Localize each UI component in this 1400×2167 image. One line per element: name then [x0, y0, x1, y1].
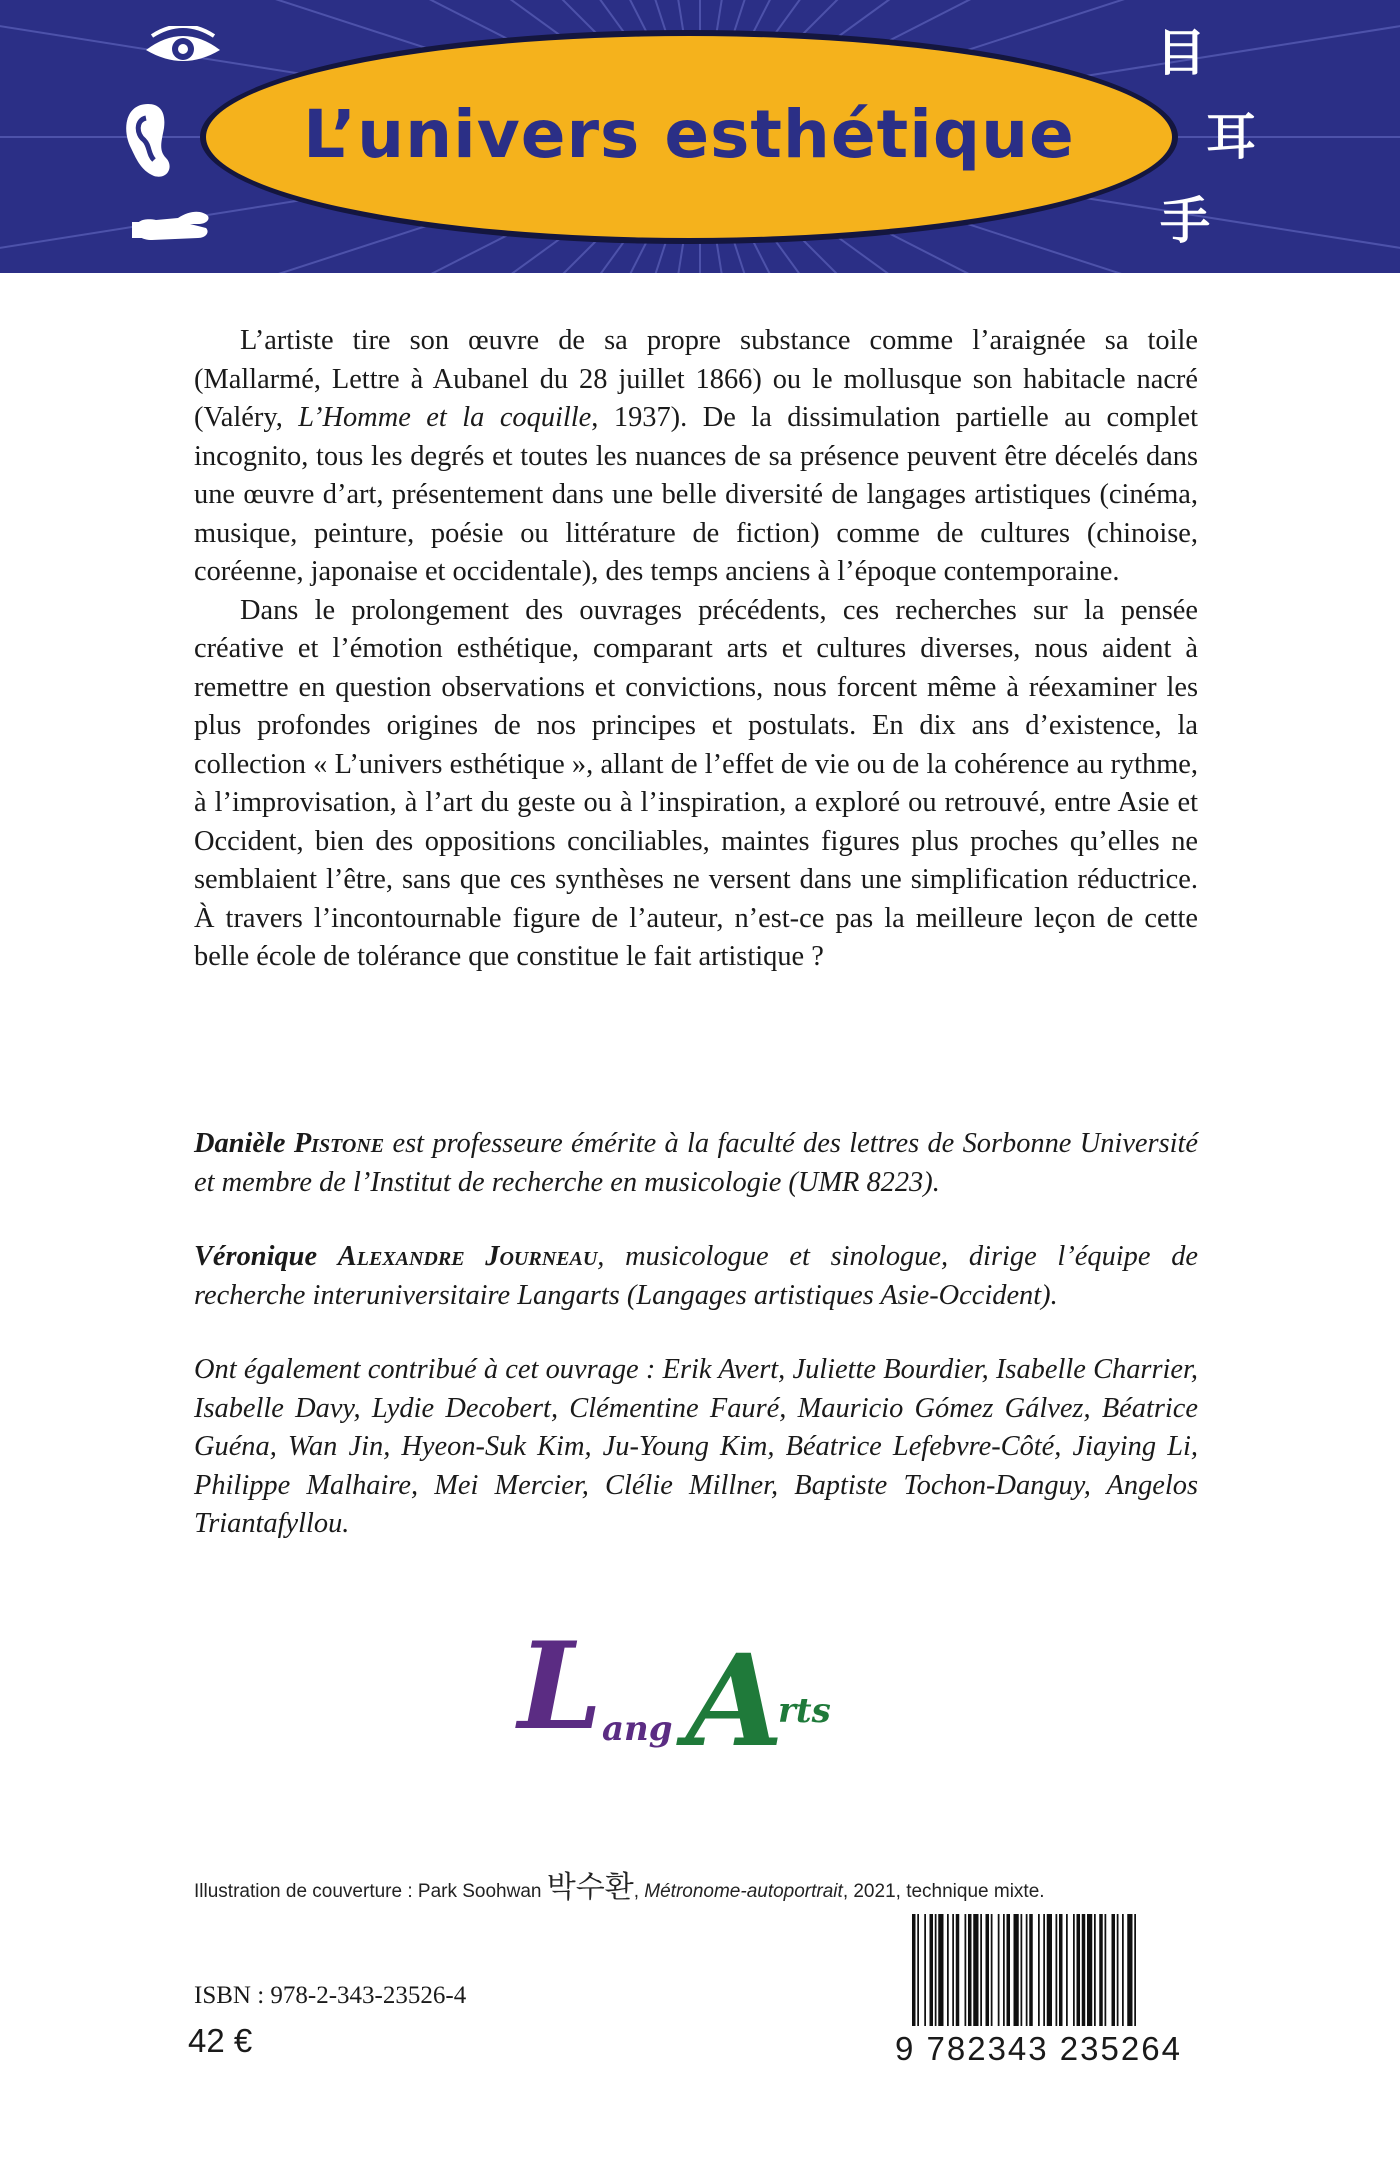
author2-last-name: Alexandre Journeau	[337, 1241, 598, 1272]
credit-prefix: Illustration de couverture : Park Soohwan	[194, 1881, 547, 1902]
barcode-bar	[1087, 1914, 1092, 2026]
barcode-bar	[956, 1914, 960, 2026]
logo-letter-a: A	[686, 1627, 784, 1760]
isbn: ISBN : 978-2-343-23526-4	[194, 1982, 467, 2009]
barcode-bar	[1094, 1914, 1096, 2026]
price: 42 €	[188, 2022, 253, 2059]
barcode-bar	[1099, 1914, 1103, 2026]
barcode-bar	[1122, 1914, 1124, 2026]
barcode-bar	[1026, 1914, 1028, 2026]
blurb-paragraph-1	[194, 322, 1198, 592]
barcode-bar	[912, 1914, 916, 2026]
barcode-bar	[1112, 1914, 1116, 2026]
credit-artwork-title: Métronome-autoportrait	[644, 1881, 843, 1902]
barcode-bar	[973, 1914, 978, 2026]
blurb-p1-text-b: , 1937). De la dissimulation partielle au complet incognito, tous les degrés et toutes les nuances de sa présence peuvent être décelés dans une œuvre d’art, présentement dans une belle diversité de langages artistiques (cinéma, musique, peinture, poésie ou littérature de fiction) comme de cultures (chinoise, coréenne, japonaise et occidentale), des temps anciens à l’époque contemporaine.	[194, 402, 1199, 587]
barcode-bar	[917, 1914, 919, 2026]
eye-icon	[142, 26, 224, 72]
logo-letter-l: L	[518, 1616, 603, 1757]
barcode-bar	[965, 1914, 967, 2026]
blurb-paragraph-2: Dans le prolongement des ouvrages précédents, ces recherches sur la pensée créative et l’émotion esthétique, comparant arts et cultures diverses, nous aident à remettre en question observations et convictions, nous forcent même à réexaminer les plus profondes origines de nos principes et postulats. En dix ans d’existence, la collection « L’univers esthétique », allant de l’effet de vie ou de la cohérence au rythme, à l’improvisation, à l’art du geste ou à l’inspiration, a exploré ou retrouvé, entre Asie et Occident, bien des oppositions conciliables, maintes figures plus proches qu’elles ne semblaient l’être, sans que ces synthèses ne versent dans une simplification réductrice. À travers l’incontournable figure de l’auteur, n’est-ce pas la meilleure leçon de cette belle école de tolérance que constitue le fait artistique ?	[194, 594, 1198, 972]
bio-author-2	[194, 1238, 1198, 1315]
blurb-p1-italic-title: L’Homme et la coquille	[298, 402, 592, 433]
barcode-bar	[980, 1914, 982, 2026]
cjk-char-ear: 耳	[1206, 108, 1256, 166]
author1-first-name: Danièle	[194, 1128, 286, 1159]
barcode-bar	[1047, 1914, 1052, 2026]
back-cover-blurb	[194, 322, 1198, 977]
series-title: L’univers esthétique	[303, 95, 1075, 173]
barcode-bar	[1073, 1914, 1075, 2026]
barcode-bar	[952, 1914, 954, 2026]
barcode-bar	[1014, 1914, 1019, 2026]
barcode-bar	[1059, 1914, 1063, 2026]
cjk-char-eye: 目	[1156, 24, 1206, 82]
barcode-bar	[924, 1914, 926, 2026]
barcode-bar	[947, 1914, 949, 2026]
author-bios	[194, 1125, 1198, 1580]
barcode-bar	[1117, 1914, 1119, 2026]
barcode-bar	[986, 1914, 990, 2026]
credit-korean-name: 박수환	[546, 1870, 634, 1905]
series-title-oval	[200, 30, 1178, 244]
author1-last-name: Pistone	[293, 1128, 385, 1159]
blurb-p1-text-a: L’artiste tire son œuvre de sa propre substance comme l’araignée sa toile (Mallarmé, Lettre à Aubanel du 28 juillet 1866) ou le mollusque son habitacle nacré (Valéry,	[194, 325, 1198, 433]
barcode-bar	[968, 1914, 972, 2026]
langarts-logo	[510, 1610, 890, 1760]
barcode-bar	[1105, 1914, 1107, 2026]
cjk-char-hand: 手	[1160, 192, 1210, 250]
barcode-bar	[1007, 1914, 1011, 2026]
author1-bio-text: est professeure émérite à la faculté des lettres de Sorbonne Université et membre de l’Institut de recherche en musicologie (UMR 8223).	[194, 1128, 1198, 1198]
series-header-band	[0, 0, 1400, 273]
barcode-icon	[912, 1914, 1194, 2026]
barcode-bar	[1003, 1914, 1005, 2026]
barcode-bar	[938, 1914, 943, 2026]
hand-icon	[132, 206, 212, 246]
author2-first-name: Véronique	[194, 1241, 318, 1272]
logo-text-rts: rts	[778, 1691, 831, 1731]
bio-author-1	[194, 1125, 1198, 1202]
logo-text-ang: ang	[602, 1709, 673, 1749]
barcode-bar	[1043, 1914, 1045, 2026]
cover-illustration-credit	[194, 1862, 1045, 1906]
barcode-bar	[1029, 1914, 1033, 2026]
barcode-bar	[998, 1914, 1000, 2026]
ear-icon	[118, 100, 176, 180]
barcode-digits: 9 782343 235264	[895, 2030, 1182, 2067]
barcode-bar	[991, 1914, 993, 2026]
barcode-bar	[1038, 1914, 1040, 2026]
barcode-bar	[1056, 1914, 1058, 2026]
credit-comma: ,	[633, 1881, 645, 1902]
barcode-bar	[930, 1914, 934, 2026]
barcode-bar	[935, 1914, 937, 2026]
barcode-bar	[1077, 1914, 1081, 2026]
barcode-bar	[1134, 1914, 1136, 2026]
contributors-list: Ont également contribué à cet ouvrage : Erik Avert, Juliette Bourdier, Isabelle Charrier, Isabelle Davy, Lydie Decobert, Clémentine Fauré, Mauricio Gómez Gálvez, Béatrice Guéna, Wan Jin, Hyeon-Suk Kim, Ju-Young Kim, Béatrice Lefebvre-Côté, Jiaying Li, Philippe Malhaire, Mei Mercier, Clélie Millner, Baptiste Tochon-Danguy, Angelos Triantafyllou.	[194, 1354, 1198, 1539]
credit-suffix: , 2021, technique mixte.	[842, 1881, 1045, 1902]
barcode-bar	[1066, 1914, 1068, 2026]
barcode-bar	[1021, 1914, 1023, 2026]
barcode-bar	[1127, 1914, 1132, 2026]
barcode-bar	[1082, 1914, 1086, 2026]
author2-bio-text: , musicologue et sinologue, dirige l’équipe de recherche interuniversitaire Langarts (Langages artistiques Asie-Occident).	[194, 1241, 1198, 1311]
